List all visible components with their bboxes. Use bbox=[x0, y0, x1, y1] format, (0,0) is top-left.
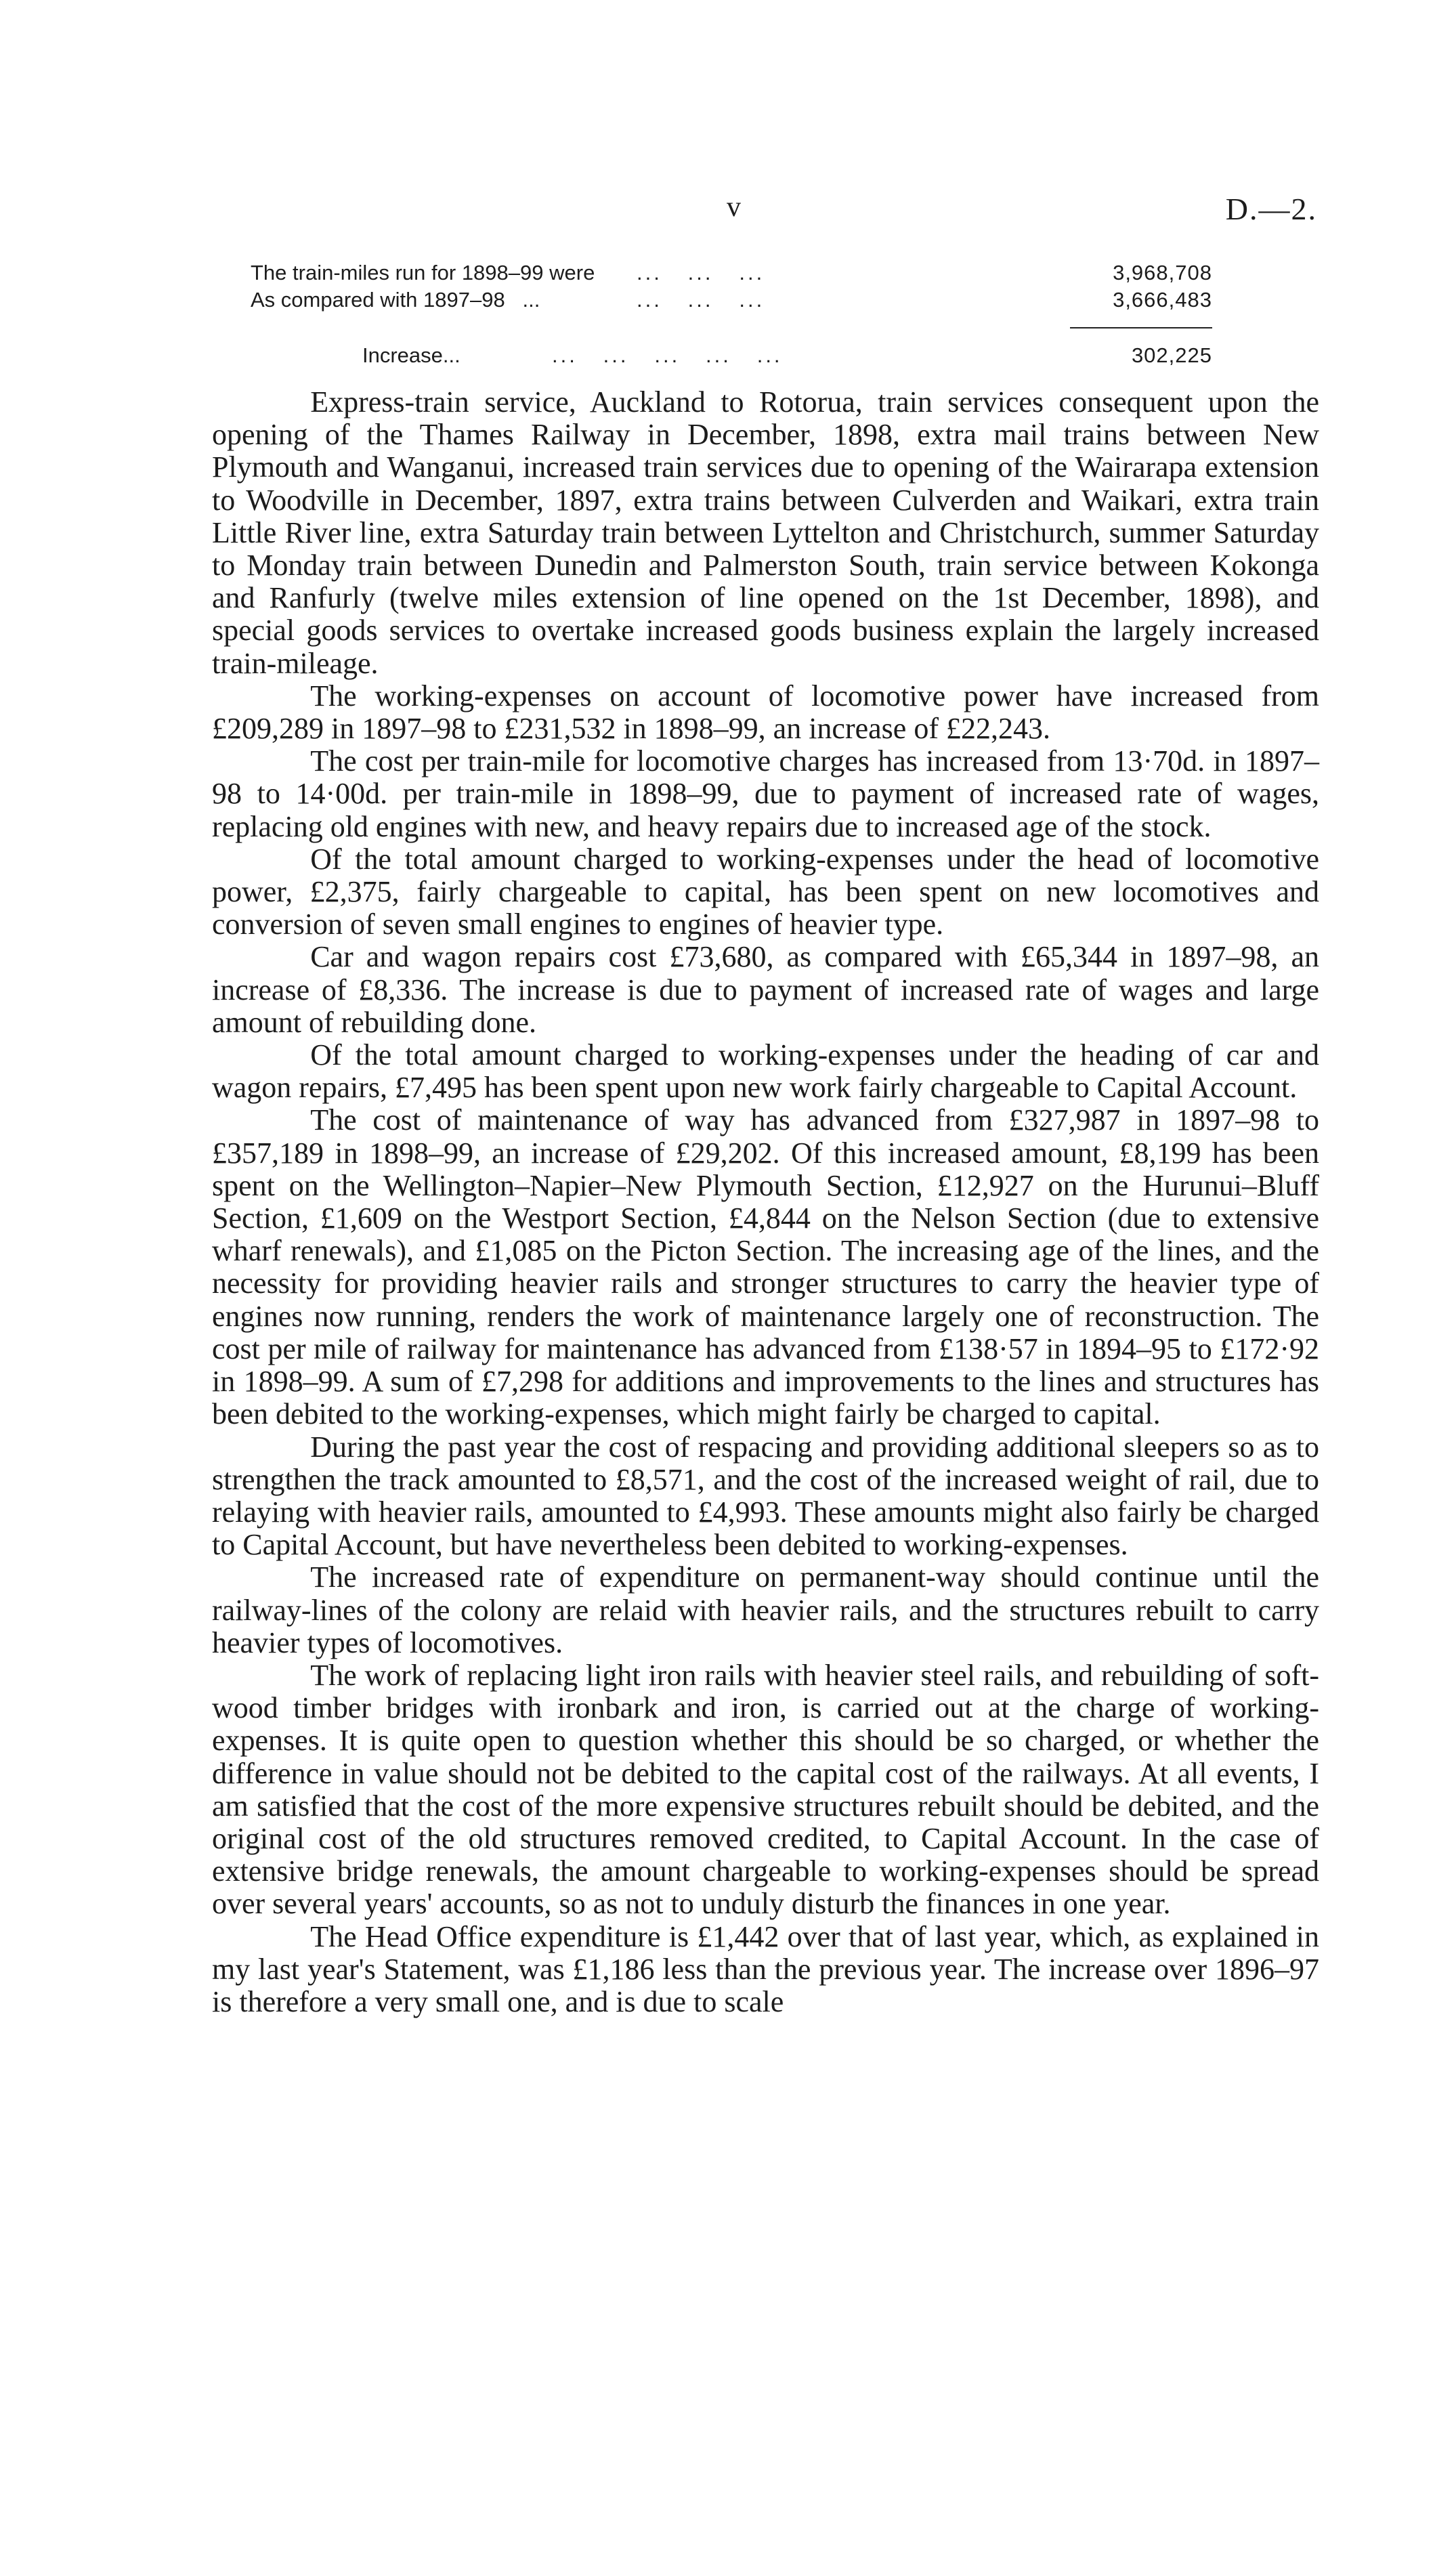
paragraph-rail-replacement: The work of replacing light iron rails with heavier steel rails, and rebuilding of soft-wood timber bridges with ironbark and iron, is carried out at the charge of working-expenses. It is quite open to question whether this should be so charged, or whether the difference in value should not be debited to the capital cost of the railways. At all events, I am satisfied that the cost of the more expensive structures rebuilt should be debited, and the original cost of the old structures removed credited, to Capital Account. In the case of extensive bridge renewals, the amount chargeable to working-expenses should be spread over several years' accounts, so as not to unduly disturb the finances in one year. bbox=[212, 1658, 1319, 1921]
increase-value: 302,225 bbox=[1131, 343, 1212, 367]
paragraph-head-office: The Head Office expenditure is £1,442 over that of last year, which, as explained in my last year's Statement, was £1,186 less than the previous year. The increase over 1896–97 is therefore a very small one, and is due to scale bbox=[212, 1919, 1319, 2018]
document-reference: D.—2. bbox=[1225, 192, 1317, 226]
paragraph-car-wagon-capital: Of the total amount charged to working-expenses under the heading of car and wagon repairs, £7,495 has been spent upon new work fairly chargeable to Capital Account. bbox=[212, 1038, 1319, 1105]
train-miles-increase-row bbox=[251, 343, 1212, 370]
paragraph-maintenance-of-way: The cost of maintenance of way has advanced from £327,987 in 1897–98 to £357,189 in 1898–99, an increase of £29,202. Of this increased amount, £8,199 has been spent on the Wellington–Napier–New Plymouth Section, £12,927 on the Hurunui–Bluff Section, £1,609 on the Westport Section, £4,844 on the Nelson Section (due to extensive wharf renewals), and £1,085 on the Picton Section. The increasing age of the lines, and the necessity for providing heavier rails and stronger structures to carry the heavier type of engines now running, renders the work of maintenance largely one of reconstruction. The cost per mile of railway for maintenance has advanced from £138·57 in 1894–95 to £172·92 in 1898–99. A sum of £7,298 for additions and improvements to the lines and structures has been debited to the working-expenses, which might fairly be charged to capital. bbox=[212, 1103, 1319, 1431]
leader-dots: ... ... ... bbox=[637, 261, 765, 284]
paragraph-locomotive-capital: Of the total amount charged to working-expenses under the head of locomotive power, £2,375, fairly chargeable to capital, has been spent on new locomotives and conversion of seven small engines to engines of heavier type. bbox=[212, 842, 1319, 941]
paragraph-train-services: Express-train service, Auckland to Rotorua, train services consequent upon the opening of the Thames Railway in December, 1898, extra mail trains between New Plymouth and Wanganui, increased train services due to opening of the Wairarapa extension to Woodville in December, 1897, extra trains between Culverden and Waikari, extra train Little River line, extra Saturday train between Lyttelton and Christchurch, summer Saturday to Monday train between Dunedin and Palmerston South, train service between Kokonga and Ranfurly (twelve miles extension of line opened on the 1st December, 1898), and special goods services to overtake increased goods business explain the largely increased train-mileage. bbox=[212, 385, 1319, 680]
paragraph-car-wagon-repairs: Car and wagon repairs cost £73,680, as compared with £65,344 in 1897–98, an increase of £8,336. The increase is due to payment of increased rate of wages and large amount of rebuilding done. bbox=[212, 940, 1319, 1039]
train-miles-row-1898-99 bbox=[251, 261, 1212, 288]
stat-label: The train-miles run for 1898–99 were bbox=[251, 261, 595, 284]
stat-value: 3,968,708 bbox=[1113, 261, 1212, 284]
leader-dots: ... ... ... bbox=[637, 288, 765, 312]
leader-dots: ... ... ... ... ... bbox=[552, 343, 783, 367]
train-miles-row-1897-98 bbox=[251, 288, 1212, 315]
sum-rule bbox=[1070, 327, 1212, 328]
paragraph-permanent-way: The increased rate of expenditure on permanent-way should continue until the railway-lines of the colony are relaid with heavier rails, and the structures rebuilt to carry heavier types of locomotives. bbox=[212, 1560, 1319, 1659]
paragraph-sleepers-rails: During the past year the cost of respacing and providing additional sleepers so as to strengthen the track amounted to £8,571, and the cost of the increased weight of rail, due to relaying with heavier rails, amounted to £4,993. These amounts might also fairly be charged to Capital Account, but have nevertheless been debited to working-expenses. bbox=[212, 1430, 1319, 1562]
stat-label: As compared with 1897–98 ... bbox=[251, 288, 540, 312]
report-body bbox=[212, 386, 1319, 2018]
paragraph-cost-per-train-mile: The cost per train-mile for locomotive charges has increased from 13·70d. in 1897–98 to 14·00d. per train-mile in 1898–99, due to payment of increased rate of wages, replacing old engines with new, and heavy repairs due to increased age of the stock. bbox=[212, 744, 1319, 843]
train-miles-summary bbox=[251, 261, 1212, 370]
paragraph-locomotive-expenses: The working-expenses on account of locomotive power have increased from £209,289 in 1897–98 to £231,532 in 1898–99, an increase of £22,243. bbox=[212, 679, 1319, 746]
increase-label: Increase... bbox=[362, 343, 461, 367]
page-number: v bbox=[727, 192, 741, 223]
page-header bbox=[0, 191, 1456, 232]
stat-value: 3,666,483 bbox=[1113, 288, 1212, 312]
